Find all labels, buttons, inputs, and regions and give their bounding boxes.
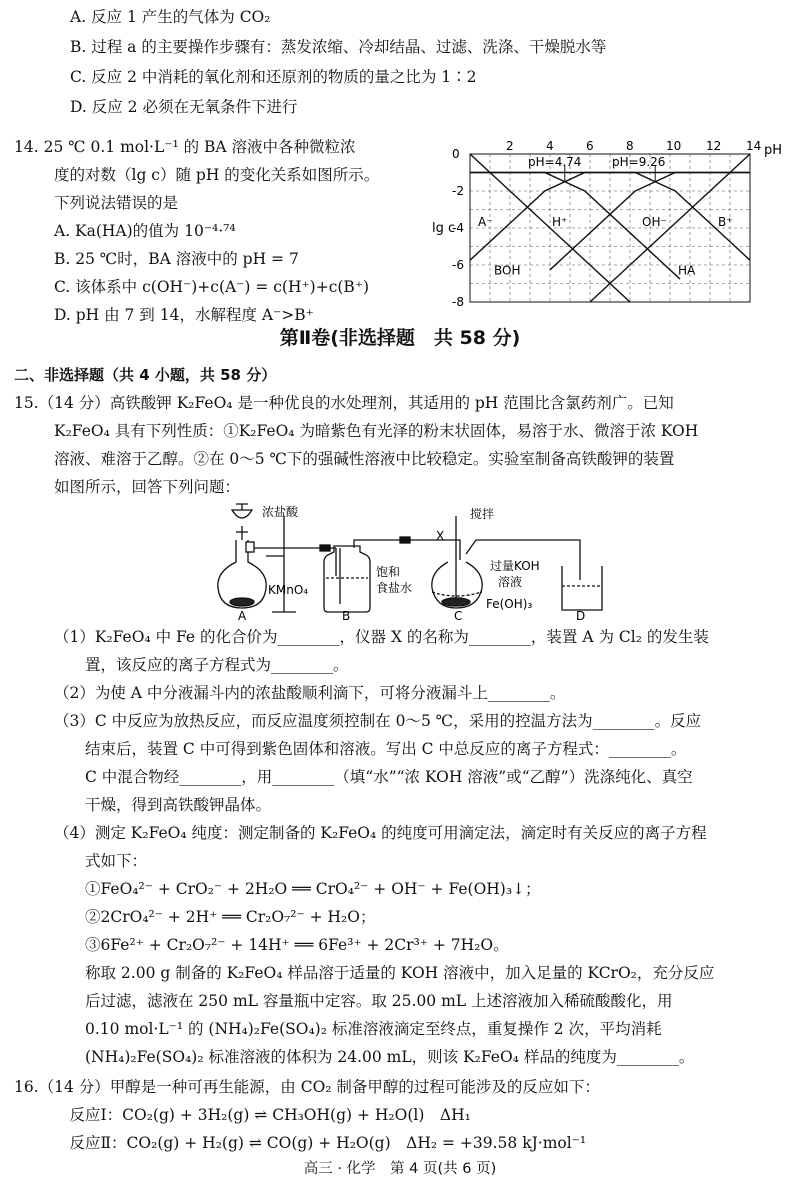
label-brine: 食盐水: [376, 581, 413, 595]
q14-stem-line: 14. 25 ℃ 0.1 mol·L⁻¹ 的 BA 溶液中各种微粒浓: [14, 138, 356, 156]
q15-part-line: ③6Fe²⁺ + Cr₂O₇²⁻ + 14H⁺ ══ 6Fe³⁺ + 2Cr³⁺ + 7H₂O。: [54, 936, 509, 954]
curve-label: OH⁻: [642, 215, 667, 230]
x-tick-label: 14: [746, 139, 762, 153]
q14-option-d: D. pH 由 7 到 14，水解程度 A⁻>B⁺: [54, 306, 314, 324]
q13-option-c: C. 反应 2 中消耗的氧化剂和还原剂的物质的量之比为 1∶2: [70, 68, 477, 86]
annotation-pka: pH=4.74: [528, 155, 582, 169]
q15-part-line: 干燥，得到高铁酸钾晶体。: [54, 796, 272, 814]
page-footer: 高三 · 化学 第 4 页(共 6 页): [303, 1161, 497, 1177]
x-tick-label: 12: [706, 139, 722, 153]
separatory-funnel: [232, 504, 252, 540]
q15-intro-line: 15.（14 分）高铁酸钾 K₂FeO₄ 是一种优良的水处理剂，其适用的 pH 范围比含氯药剂广。已知: [14, 394, 674, 412]
y-tick-label: 0: [452, 147, 460, 161]
label-a: A: [238, 609, 247, 620]
q13-option-a: A. 反应 1 产生的气体为 CO₂: [70, 8, 271, 26]
y-axis-label: lg c: [432, 221, 456, 236]
q15-part-line: 置，该反应的离子方程式为________。: [54, 656, 349, 674]
q15-part-line: 0.10 mol·L⁻¹ 的 (NH₄)₂Fe(SO₄)₂ 标准溶液滴定至终点，重复操作 2 次，平均消耗: [54, 1020, 662, 1038]
q15-part-line: 式如下：: [54, 852, 148, 870]
q16-reaction-1: 反应Ⅰ：CO₂(g) + 3H₂(g) ⇌ CH₃OH(g) + H₂O(l) ΔH₁: [54, 1106, 471, 1124]
x-tick-label: 10: [666, 139, 682, 153]
x-tick-label: 4: [546, 139, 554, 153]
y-tick-label: -2: [452, 184, 464, 198]
x-tick-label: 6: [586, 139, 594, 153]
q14-option-c: C. 该体系中 c(OH⁻)+c(A⁻) = c(H⁺)+c(B⁺): [54, 278, 370, 296]
label-saturated: 饱和: [376, 565, 401, 579]
curve-label: B⁺: [718, 215, 733, 230]
label-b: B: [342, 609, 351, 620]
part2-heading: 二、非选择题（共 4 小题，共 58 分）: [14, 366, 277, 384]
q14-option-b: B. 25 ℃时，BA 溶液中的 pH = 7: [54, 250, 299, 268]
annotation-pkb: pH=9.26: [612, 155, 666, 169]
q15-part-line: 称取 2.00 g 制备的 K₂FeO₄ 样品溶于适量的 KOH 溶液中，加入足量的 KCrO₂，充分反应: [54, 964, 715, 982]
label-d: D: [576, 609, 586, 620]
q15-part-line: （2）为使 A 中分液漏斗内的浓盐酸顺利滴下，可将分液漏斗上________。: [54, 684, 566, 702]
apparatus-diagram: [200, 496, 620, 620]
x-tick-label: 2: [506, 139, 514, 153]
lgc-ph-chart: [430, 136, 790, 316]
curve-label: A⁻: [478, 215, 493, 230]
q15-part-line: 结束后，装置 C 中可得到紫色固体和溶液。写出 C 中总反应的离子方程式：________。: [54, 740, 687, 758]
curve-label: HA: [678, 263, 696, 278]
label-solution: 溶液: [498, 575, 523, 589]
label-c: C: [454, 609, 463, 620]
q14-stem-line: 下列说法错误的是: [54, 194, 179, 212]
q15-part-line: 后过滤，滤液在 250 mL 容量瓶中定容。取 25.00 mL 上述溶液加入稀硫酸酸化，用: [54, 992, 673, 1010]
q16-reaction-2: 反应Ⅱ：CO₂(g) + H₂(g) ⇌ CO(g) + H₂O(g) ΔH₂ = +39.58 kJ·mol⁻¹: [54, 1134, 587, 1152]
q16-line: 16.（14 分）甲醇是一种可再生能源，由 CO₂ 制备甲醇的过程可能涉及的反应如下：: [14, 1078, 600, 1096]
q15-part-line: C 中混合物经________，用________（填“水”“浓 KOH 溶液”或“乙醇”）洗涤纯化、真空: [54, 768, 693, 786]
label-kmno4: KMnO₄: [268, 583, 309, 597]
label-x: X: [436, 529, 445, 543]
curve-label: BOH: [494, 263, 521, 278]
q15-part-line: ①FeO₄²⁻ + CrO₂⁻ + 2H₂O ══ CrO₄²⁻ + OH⁻ + Fe(OH)₃↓；: [54, 880, 541, 898]
q15-intro-line: 如图所示，回答下列问题：: [54, 478, 241, 496]
q14-option-a: A. Ka(HA)的值为 10⁻⁴·⁷⁴: [54, 222, 236, 240]
q15-part-line: ②2CrO₄²⁻ + 2H⁺ ══ Cr₂O₇²⁻ + H₂O；: [54, 908, 376, 926]
y-tick-label: -6: [452, 258, 464, 272]
x-tick-label: 8: [626, 139, 634, 153]
q13-option-d: D. 反应 2 必须在无氧条件下进行: [70, 98, 298, 116]
label-koh: 过量KOH: [490, 559, 540, 573]
label-stir: 搅拌: [470, 507, 495, 521]
q15-part-line: （4）测定 K₂FeO₄ 纯度：测定制备的 K₂FeO₄ 的纯度可用滴定法，滴定时有关反应的离子方程: [54, 824, 707, 842]
q15-intro-line: 溶液、难溶于乙醇。②在 0～5 ℃下的强碱性溶液中比较稳定。实验室制备高铁酸钾的装置: [54, 450, 675, 468]
x-axis-label: pH: [764, 143, 783, 158]
q15-part-line: （1）K₂FeO₄ 中 Fe 的化合价为________，仪器 X 的名称为________，装置 A 为 Cl₂ 的发生装: [54, 628, 709, 646]
beaker-d: [562, 566, 602, 610]
label-feoh3: Fe(OH)₃: [486, 597, 533, 611]
q13-option-b: B. 过程 a 的主要操作步骤有：蒸发浓缩、冷却结晶、过滤、洗涤、干燥脱水等: [70, 38, 607, 56]
chart-ticks: [452, 139, 761, 309]
label-conc-hcl: 浓盐酸: [262, 505, 299, 519]
q14-stem-line: 度的对数（lg c）随 pH 的变化关系如图所示。: [54, 166, 380, 184]
q15-intro-line: K₂FeO₄ 具有下列性质：①K₂FeO₄ 为暗紫色有光泽的粉末状固体，易溶于水、微溶于浓 KOH: [54, 422, 699, 440]
y-tick-label: -8: [452, 295, 464, 309]
flask-a: [218, 540, 320, 608]
y-tick-label: -4: [452, 221, 464, 235]
chart-grid: [470, 154, 750, 302]
curve-label: H⁺: [552, 215, 568, 230]
section-title: 第Ⅱ卷(非选择题 共 58 分): [279, 327, 521, 349]
q15-part-line: （3）C 中反应为放热反应，而反应温度须控制在 0～5 ℃，采用的控温方法为________。反应: [54, 712, 702, 730]
q15-part-line: (NH₄)₂Fe(SO₄)₂ 标准溶液的体积为 24.00 mL，则该 K₂FeO₄ 样品的纯度为________。: [54, 1048, 695, 1066]
